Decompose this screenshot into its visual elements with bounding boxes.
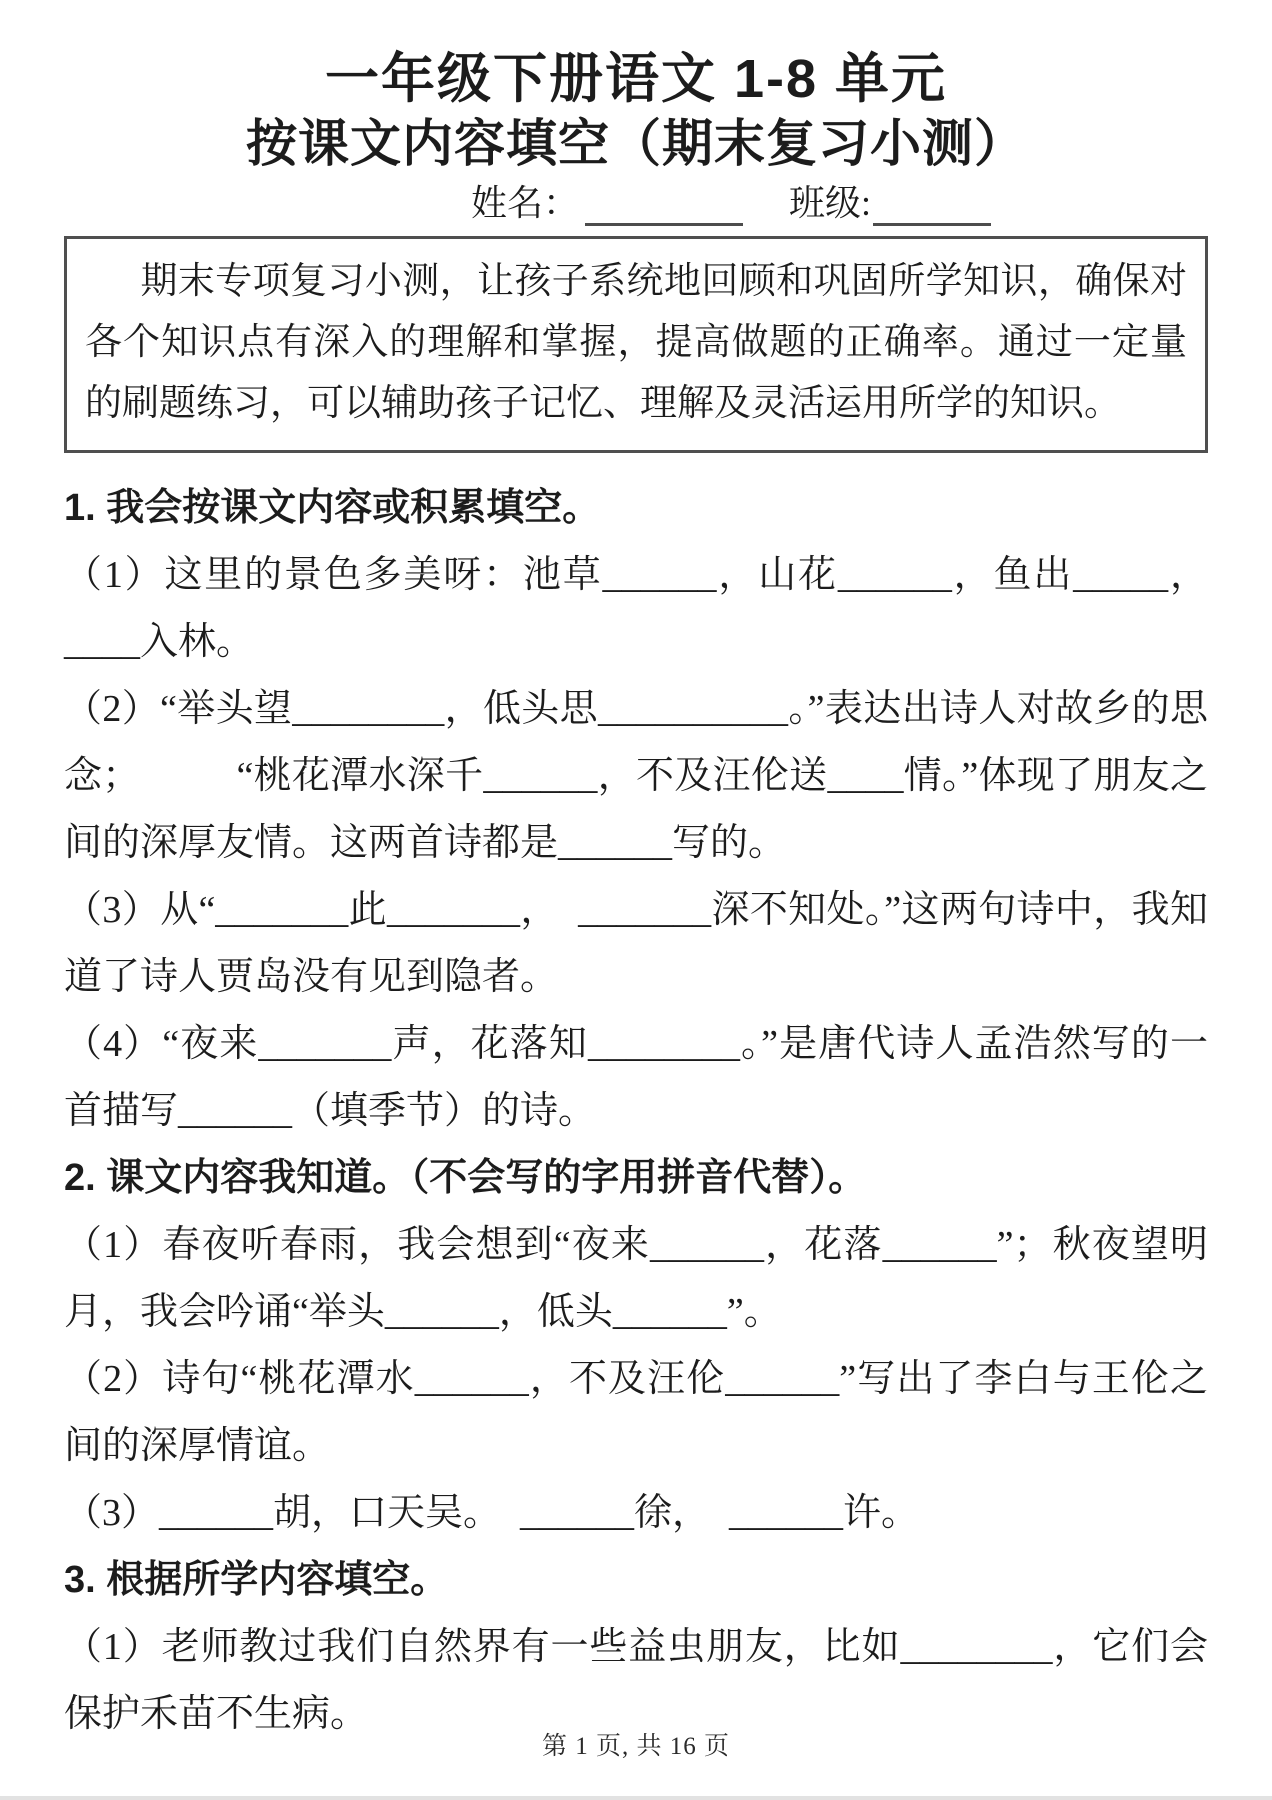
question-item: （1）老师教过我们自然界有一些益虫朋友，比如________，它们会保护禾苗不生病。 [64, 1626, 1208, 1735]
class-blank-line [873, 188, 991, 226]
section-2-heading: 2. 课文内容我知道。（不会写的字用拼音代替）。 [64, 1157, 867, 1199]
class-label: 班级: [789, 183, 872, 223]
page-number-footer: 第 1 页, 共 16 页 [541, 1733, 730, 1760]
page-subtitle: 按课文内容填空（期末复习小测） [245, 115, 1026, 172]
question-item: （3）从“_______此_______， _______深不知处。”这两句诗中，我知道了诗人贾岛没有见到隐者。 [64, 889, 1208, 998]
intro-box: 期末专项复习小测，让孩子系统地回顾和巩固所学知识，确保对各个知识点有深入的理解和掌握，提高做题的正确率。通过一定量的刷题练习，可以辅助孩子记忆、理解及灵活运用所学的知识。 [64, 236, 1208, 453]
worksheet-content [64, 475, 1208, 1748]
name-class-row [159, 180, 1272, 226]
question-item: （3）______胡，口天吴。 ______徐， ______许。 [64, 1492, 920, 1534]
question-item: （4）“夜来_______声，花落知________。”是唐代诗人孟浩然写的一首描写______（填季节）的诗。 [64, 1023, 1208, 1132]
question-item: （1）这里的景色多美呀：池草______，山花______，鱼出_____，____入林。 [64, 554, 1208, 663]
name-blank-line [585, 188, 743, 226]
name-label: 姓名： [470, 183, 579, 223]
question-item: （2）诗句“桃花潭水______，不及汪伦______”写出了李白与王伦之间的深厚情谊。 [64, 1358, 1208, 1467]
page-title: 一年级下册语文 1-8 单元 [324, 49, 948, 109]
section-3-heading: 3. 根据所学内容填空。 [64, 1559, 449, 1601]
section-1-heading: 1. 我会按课文内容或积累填空。 [64, 487, 601, 529]
question-item: （2）“举头望________，低头思__________。”表达出诗人对故乡的思念； “桃花潭水深千______，不及汪伦送____情。”体现了朋友之间的深厚友情。这两首诗都是______写的。 [64, 688, 1208, 864]
question-item: （1）春夜听春雨，我会想到“夜来______，花落______”；秋夜望明月，我会吟诵“举头______，低头______”。 [64, 1224, 1208, 1333]
